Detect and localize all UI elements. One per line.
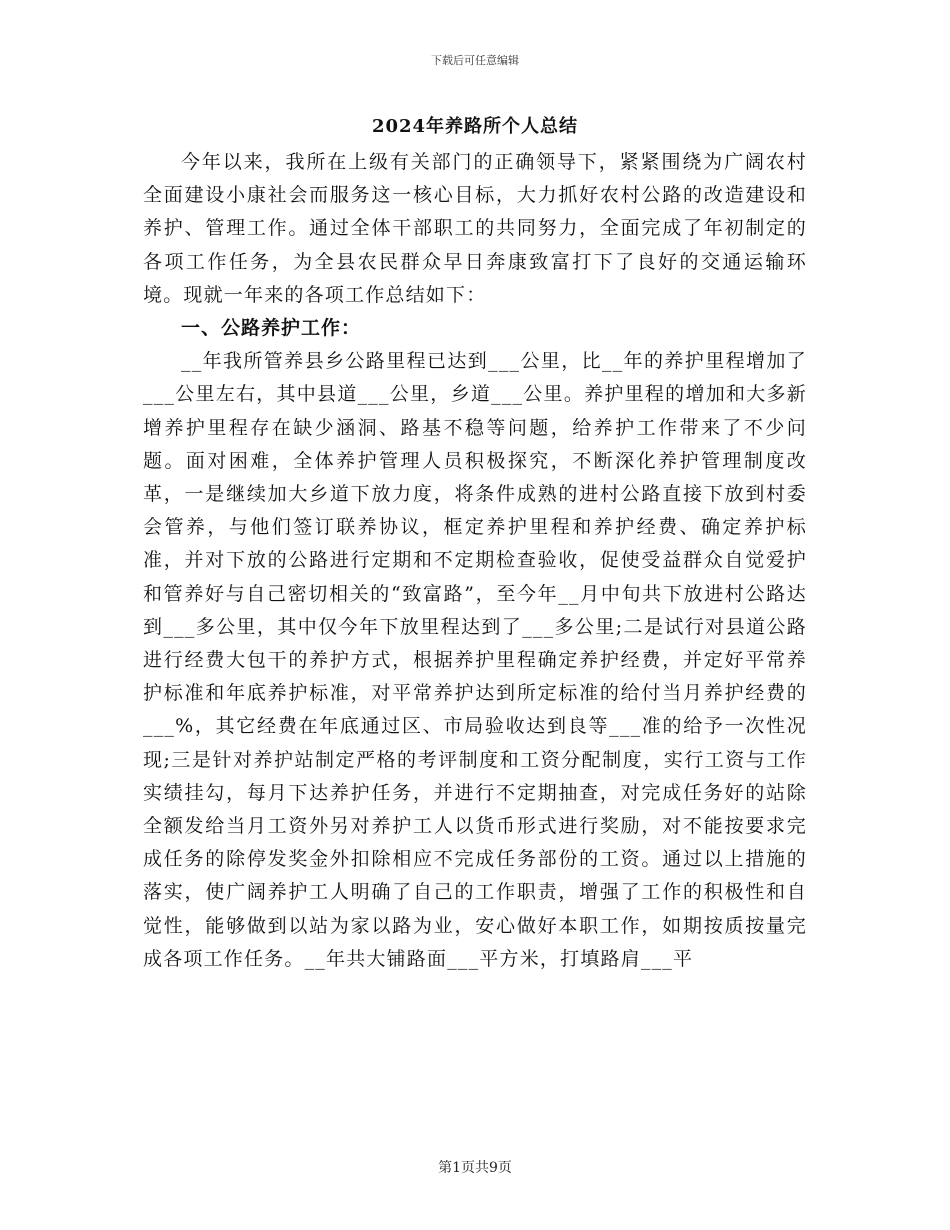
section-heading-road-maintenance: 一、公路养护工作： xyxy=(181,317,362,340)
document-body xyxy=(143,146,807,976)
section-paragraph-road-maintenance: __年我所管养县乡公路里程已达到___公里，比__年的养护里程增加了___公里左右，其中县道___公里，乡道___公里。养护里程的增加和大多新增养护里程存在缺少涵洞、路基不稳等问题，给养护工作带来了不少问题。面对困难，全体养护管理人员积极探究，不断深化养护管理制度改革，一是继续加大乡道下放力度，将条件成熟的进村公路直接下放到村委会管养，与他们签订联养协议，框定养护里程和养护经费、确定养护标准，并对下放的公路进行定期和不定期检查验收，促使受益群众自觉爱护和管养好与自己密切相关的“致富路”，至今年__月中旬共下放进村公路达到___多公里，其中仅今年下放里程达到了___多公里;二是试行对县道公路进行经费大包干的养护方式，根据养护里程确定养护经费，并定好平常养护标准和年底养护标准，对平常养护达到所定标准的给付当月养护经费的___%，其它经费在年底通过区、市局验收达到良等___准的给予一次性况现;三是针对养护站制定严格的考评制度和工资分配制度，实行工资与工作实绩挂勾，每月下达养护任务，并进行不定期抽查，对完成任务好的站除全额发给当月工资外另对养护工人以货币形式进行奖励，对不能按要求完成任务的除停发奖金外扣除相应不完成任务部份的工资。通过以上措施的落实，使广阔养护工人明确了自己的工作职责，增强了工作的积极性和自觉性，能够做到以站为家以路为业，安心做好本职工作，如期按质按量完成各项工作任务。__年共大铺路面___平方米，打填路肩___平 xyxy=(143,350,807,970)
intro-paragraph: 今年以来，我所在上级有关部门的正确领导下，紧紧围绕为广阔农村全面建设小康社会而服务这一核心目标，大力抓好农村公路的改造建设和养护、管理工作。通过全体干部职工的共同努力，全面完成了年初制定的各项工作任务，为全县农民群众早日奔康致富打下了良好的交通运输环境。现就一年来的各项工作总结如下： xyxy=(143,151,807,306)
header-note: 下载后可任意编辑 xyxy=(431,54,519,67)
page-footer: 第1页共9页 xyxy=(438,1160,512,1176)
document-title: 2024年养路所个人总结 xyxy=(371,116,579,137)
